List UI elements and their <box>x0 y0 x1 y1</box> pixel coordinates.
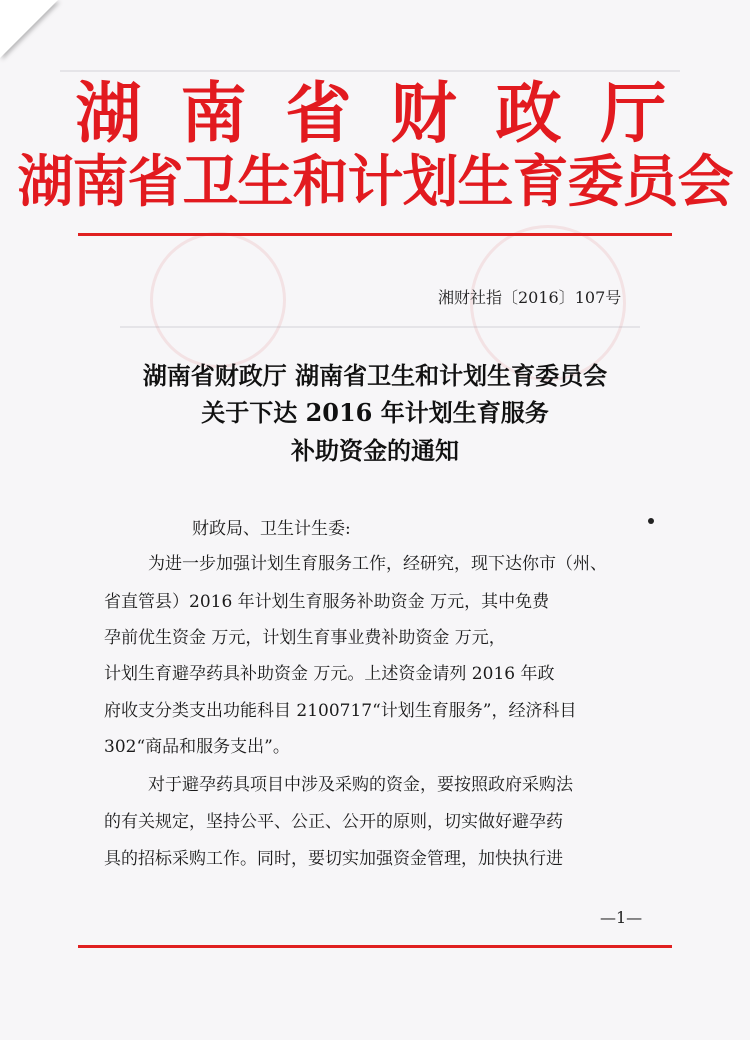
letterhead-finance-dept: 湖 南 省 财 政 厅 <box>75 74 675 152</box>
paragraph-1-line: 府收支分类支出功能科目 2100717“计划生育服务”，经济科目 <box>104 701 577 721</box>
paragraph-1-line: 302“商品和服务支出”。 <box>104 737 290 757</box>
title-line-3: 补助资金的通知 <box>291 436 459 465</box>
paragraph-1-line: 省直管县）2016 年计划生育服务补助资金 万元，其中免费 <box>104 592 550 612</box>
stamp-showthrough-left <box>150 232 286 368</box>
paragraph-1-line: 为进一步加强计划生育服务工作，经研究，现下达你市（州、 <box>148 554 607 574</box>
document-number: 湘财社指〔2016〕107号 <box>438 288 622 307</box>
folded-corner <box>0 0 58 58</box>
salutation: 财政局、卫生计生委: <box>192 519 351 539</box>
paragraph-1-line: 孕前优生资金 万元，计划生育事业费补助资金 万元， <box>104 628 506 648</box>
paragraph-2-line: 具的招标采购工作。同时，要切实加强资金管理，加快执行进 <box>104 849 563 869</box>
header-red-rule <box>78 233 672 236</box>
ink-dot <box>648 518 654 524</box>
footer-red-rule <box>78 945 672 948</box>
showthrough-line <box>60 70 680 72</box>
paragraph-2-line: 对于避孕药具项目中涉及采购的资金，要按照政府采购法 <box>148 775 573 795</box>
title-line-1: 湖南省财政厅 湖南省卫生和计划生育委员会 <box>142 361 608 390</box>
paragraph-2-line: 的有关规定，坚持公平、公正、公开的原则，切实做好避孕药 <box>104 812 563 832</box>
showthrough-line <box>120 326 640 328</box>
title-line-2: 关于下达 2016 年计划生育服务 <box>201 398 549 427</box>
page-number: —1— <box>600 908 643 927</box>
paragraph-1-line: 计划生育避孕药具补助资金 万元。上述资金请列 2016 年政 <box>104 664 555 684</box>
letterhead-health-commission: 湖南省卫生和计划生育委员会 <box>17 149 733 215</box>
